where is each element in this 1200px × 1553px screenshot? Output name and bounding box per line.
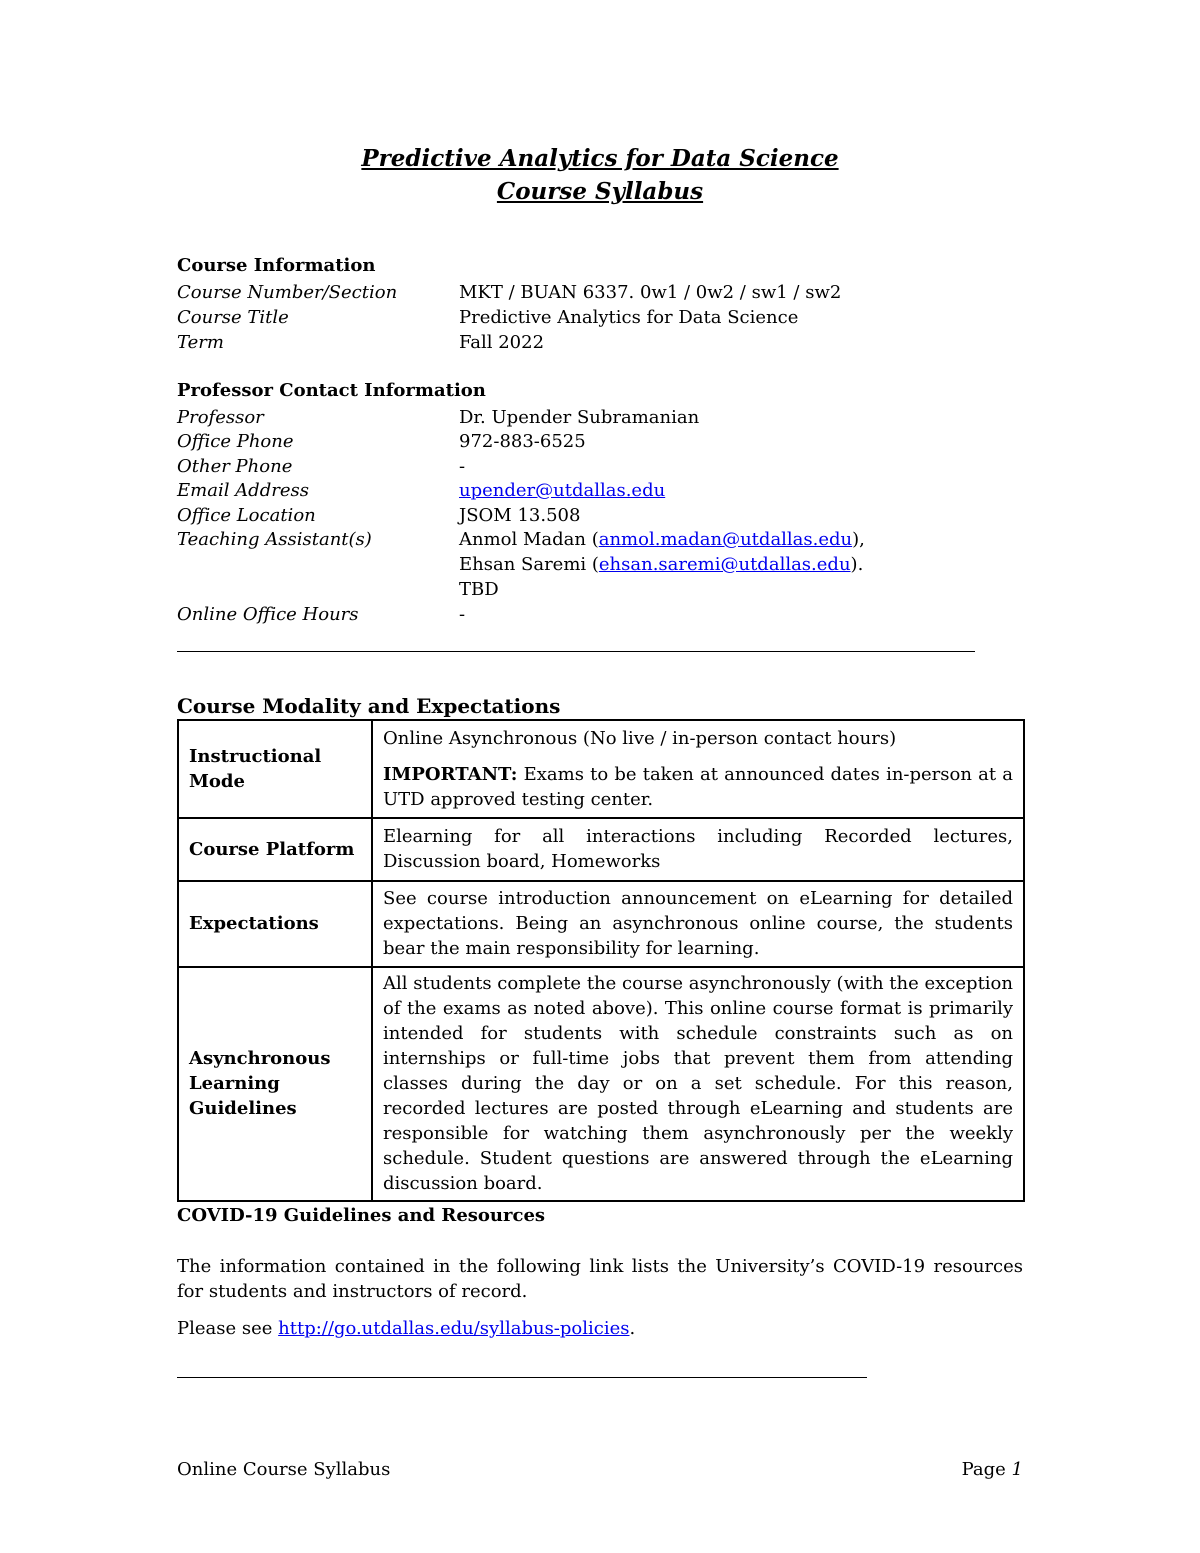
office-hours-row [177,602,1037,627]
ta1-email-link[interactable]: anmol.madan@utdallas.edu [598,529,853,550]
instructional-mode-cell [372,720,1024,818]
office-hours-label: Online Office Hours [177,604,359,625]
important-note [383,762,1013,812]
course-number-row [177,280,1037,305]
expectations-label: Expectations [178,881,372,967]
covid-text: The information contained in the following link lists the University’s COVID-19 resources for students and instructors of record. [177,1256,1023,1302]
course-title-label: Course Title [177,307,289,328]
course-info-heading: Course Information [177,255,376,276]
covid-heading: COVID-19 Guidelines and Resources [177,1205,546,1226]
important-text: Exams to be taken at announced dates in-person at a UTD approved testing center. [383,763,1013,810]
instructional-mode-label: Instructional Mode [178,720,372,818]
professor-email-link[interactable]: upender@utdallas.edu [459,480,666,501]
ta1-value [459,527,865,552]
ta3-row [177,577,1037,602]
other-phone-label: Other Phone [177,456,293,477]
expectations-text: See course introduction announcement on eLearning for detailed expectations. Being an asynchronous online course, the students bear the main responsibility for learning. [372,881,1024,967]
office-phone-label: Office Phone [177,431,294,452]
syllabus-policies-link[interactable]: http://go.utdallas.edu/syllabus-policies [278,1318,630,1339]
ta3-value: TBD [459,579,499,600]
section-divider [177,651,975,652]
table-row [178,967,1024,1201]
platform-text: Elearning for all interactions including Recorded lectures, Discussion board, Homeworks [372,818,1024,881]
footer-page [962,1459,1023,1480]
ta2-row [177,552,1037,577]
ta-row [177,527,1037,552]
other-phone-value: - [459,456,466,477]
course-number-value: MKT / BUAN 6337. 0w1 / 0w2 / sw1 / sw2 [459,282,842,303]
instructional-mode-text: Online Asynchronous (No live / in-person contact hours) [383,727,897,749]
term-row [177,330,1037,355]
important-label: IMPORTANT: [383,763,518,785]
page-label: Page [961,1459,1012,1480]
professor-value: Dr. Upender Subramanian [459,407,700,428]
course-title-value: Predictive Analytics for Data Science [459,307,799,328]
ta-label: Teaching Assistant(s) [177,529,372,550]
modality-heading: Course Modality and Expectations [177,694,561,718]
ta2-email-link[interactable]: ehsan.saremi@utdallas.edu [598,554,851,575]
professor-label: Professor [177,407,264,428]
table-row [178,720,1024,818]
office-location-value: JSOM 13.508 [459,505,581,526]
professor-row [177,405,1037,430]
table-row [178,881,1024,967]
document-subtitle: Course Syllabus [496,178,704,205]
ta2-name: Ehsan Saremi ( [459,554,599,575]
footer-left: Online Course Syllabus [177,1459,391,1480]
course-title-row [177,305,1037,330]
office-location-label: Office Location [177,505,316,526]
ta1-end: ), [852,529,865,550]
course-number-label: Course Number/Section [177,282,398,303]
platform-label: Course Platform [178,818,372,881]
async-label: Asynchronous Learning Guidelines [178,967,372,1201]
ta2-end: ). [850,554,864,575]
page-number: 1 [1011,1459,1023,1480]
ta1-name: Anmol Madan ( [459,529,599,550]
professor-info-heading: Professor Contact Information [177,380,486,401]
office-hours-value: - [459,604,466,625]
office-phone-row [177,429,1037,454]
table-row [178,818,1024,881]
see-suffix: . [629,1318,636,1339]
covid-see-line [177,1316,635,1341]
other-phone-row [177,454,1037,479]
modality-table [177,719,1025,1202]
bottom-divider [177,1377,867,1378]
term-value: Fall 2022 [459,332,545,353]
ta2-value [459,552,863,577]
term-label: Term [177,332,224,353]
email-label: Email Address [177,480,309,501]
document-title: Predictive Analytics for Data Science [361,145,839,172]
office-phone-value: 972-883-6525 [459,431,586,452]
see-prefix: Please see [177,1318,279,1339]
email-row [177,478,1037,503]
async-text: All students complete the course asynchronously (with the exception of the exams as noted above). This online course format is primarily intended for students with schedule constraints such as on internships or full-time jobs that prevent them from attending classes during the day or on a set schedule. For this reason, recorded lectures are posted through eLearning and students are responsible for watching them asynchronously per the weekly schedule. Student questions are answered through the eLearning discussion board. [372,967,1024,1201]
office-location-row [177,503,1037,528]
